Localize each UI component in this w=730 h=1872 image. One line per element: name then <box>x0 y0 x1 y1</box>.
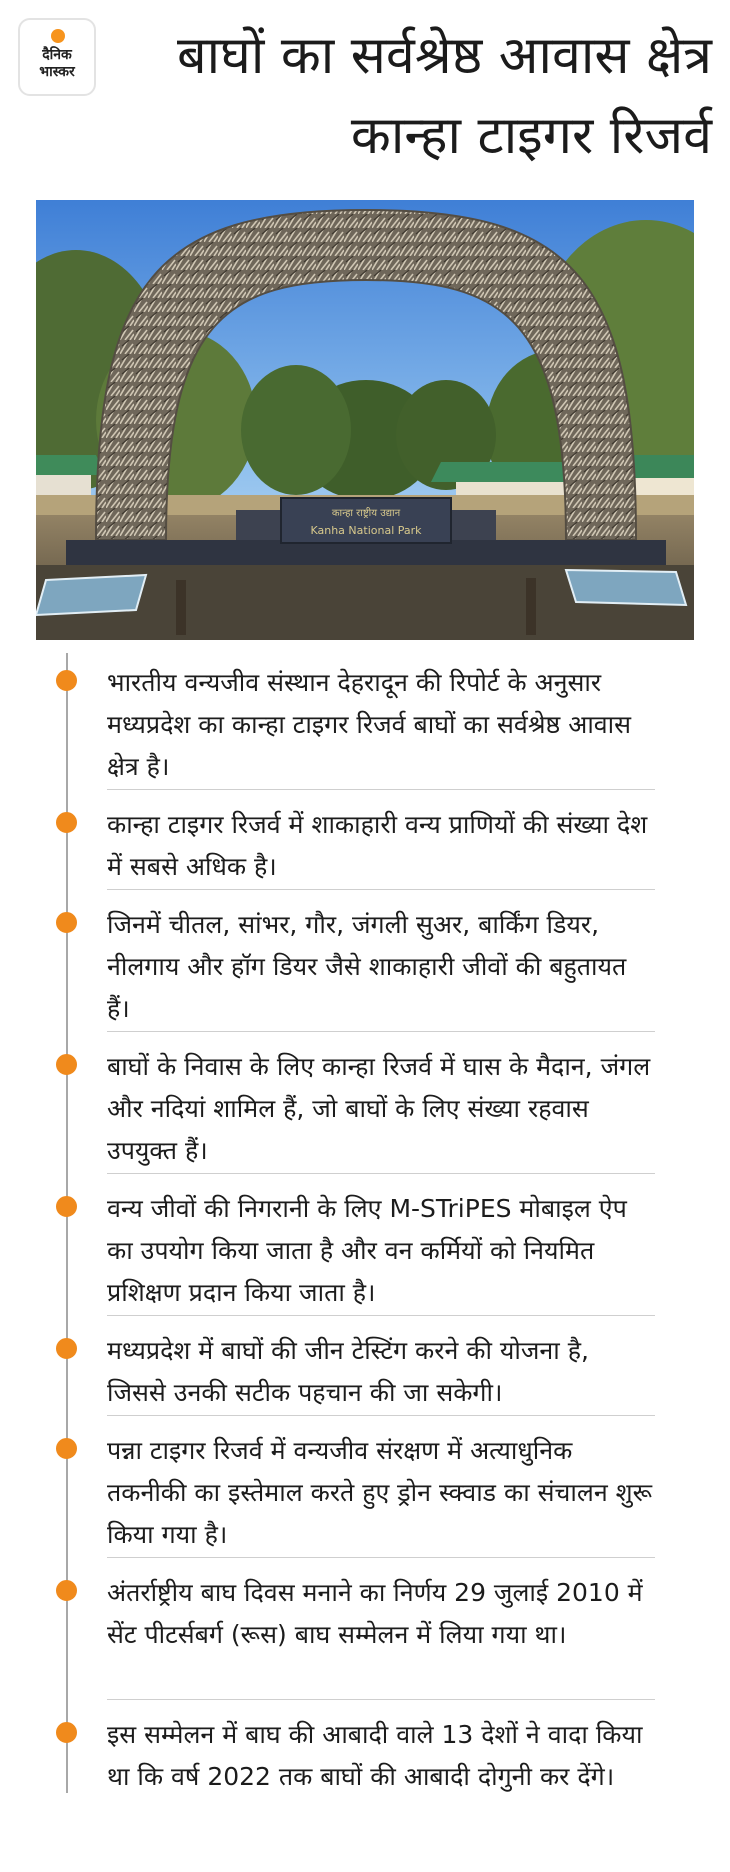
bullet-dot-icon <box>56 1580 77 1601</box>
list-item-text: अंतर्राष्ट्रीय बाघ दिवस मनाने का निर्णय 29 जुलाई 2010 में सेंट पीटर्सबर्ग (रूस) बाघ सम्मेलन में लिया गया था। <box>107 1578 643 1649</box>
bullet-dot-icon <box>56 1196 77 1217</box>
sign-text-hindi: कान्हा राष्ट्रीय उद्यान <box>331 508 401 519</box>
bullet-dot-icon <box>56 1722 77 1743</box>
list-item <box>0 1316 730 1416</box>
list-item <box>0 790 730 890</box>
page-title: बाघों का सर्वश्रेष्ठ आवास क्षेत्र कान्हा टाइगर रिजर्व <box>176 26 712 166</box>
list-item <box>0 1416 730 1558</box>
bullet-dot-icon <box>56 1438 77 1459</box>
list-item-text: बाघों के निवास के लिए कान्हा रिजर्व में घास के मैदान, जंगल और नदियां शामिल हैं, जो बाघों के लिए संख्या रहवास उपयुक्त हैं। <box>107 1052 651 1165</box>
logo-text-line2: भास्कर <box>39 64 75 80</box>
bullet-dot-icon <box>56 912 77 933</box>
list-item <box>0 1700 730 1842</box>
list-item-text: भारतीय वन्यजीव संस्थान देहरादून की रिपोर्ट के अनुसार मध्यप्रदेश का कान्हा टाइगर रिजर्व बाघों का सर्वश्रेष्ठ आवास क्षेत्र है। <box>107 668 632 781</box>
bullet-dot-icon <box>56 670 77 691</box>
list-item-text: मध्यप्रदेश में बाघों की जीन टेस्टिंग करने की योजना है, जिससे उनकी सटीक पहचान की जा सकेगी। <box>107 1336 589 1407</box>
list-item <box>0 1558 730 1700</box>
list-item-text: जिनमें चीतल, सांभर, गौर, जंगली सुअर, बार्किंग डियर, नीलगाय और हॉग डियर जैसे शाकाहारी जीवों की बहुतायत हैं। <box>107 910 627 1023</box>
bullet-dot-icon <box>56 1338 77 1359</box>
list-item-text: कान्हा टाइगर रिजर्व में शाकाहारी वन्य प्राणियों की संख्या देश में सबसे अधिक है। <box>107 810 648 881</box>
kanha-antler-arch-photo <box>36 200 694 640</box>
list-item <box>0 890 730 1032</box>
list-item-text: वन्य जीवों की निगरानी के लिए M-STriPES मोबाइल ऐप का उपयोग किया जाता है और वन कर्मियों को नियमित प्रशिक्षण प्रदान किया जाता है। <box>107 1194 627 1307</box>
list-item <box>0 648 730 790</box>
list-item <box>0 1174 730 1316</box>
bullet-dot-icon <box>56 1054 77 1075</box>
list-item-text: इस सम्मेलन में बाघ की आबादी वाले 13 देशों ने वादा किया था कि वर्ष 2022 तक बाघों की आबादी दोगुनी कर देंगे। <box>107 1720 643 1791</box>
logo-sun-icon <box>51 29 65 43</box>
logo-text-line1: दैनिक <box>42 47 72 63</box>
list-item <box>0 1032 730 1174</box>
header <box>0 0 730 190</box>
bullet-dot-icon <box>56 812 77 833</box>
list-item-text: पन्ना टाइगर रिजर्व में वन्यजीव संरक्षण में अत्याधुनिक तकनीकी का इस्तेमाल करते हुए ड्रोन स्क्वाड का संचालन शुरू किया गया है। <box>107 1436 653 1549</box>
dainik-bhaskar-logo[interactable] <box>18 18 96 96</box>
sign-text-english: Kanha National Park <box>310 524 422 537</box>
fact-timeline <box>0 648 730 1872</box>
